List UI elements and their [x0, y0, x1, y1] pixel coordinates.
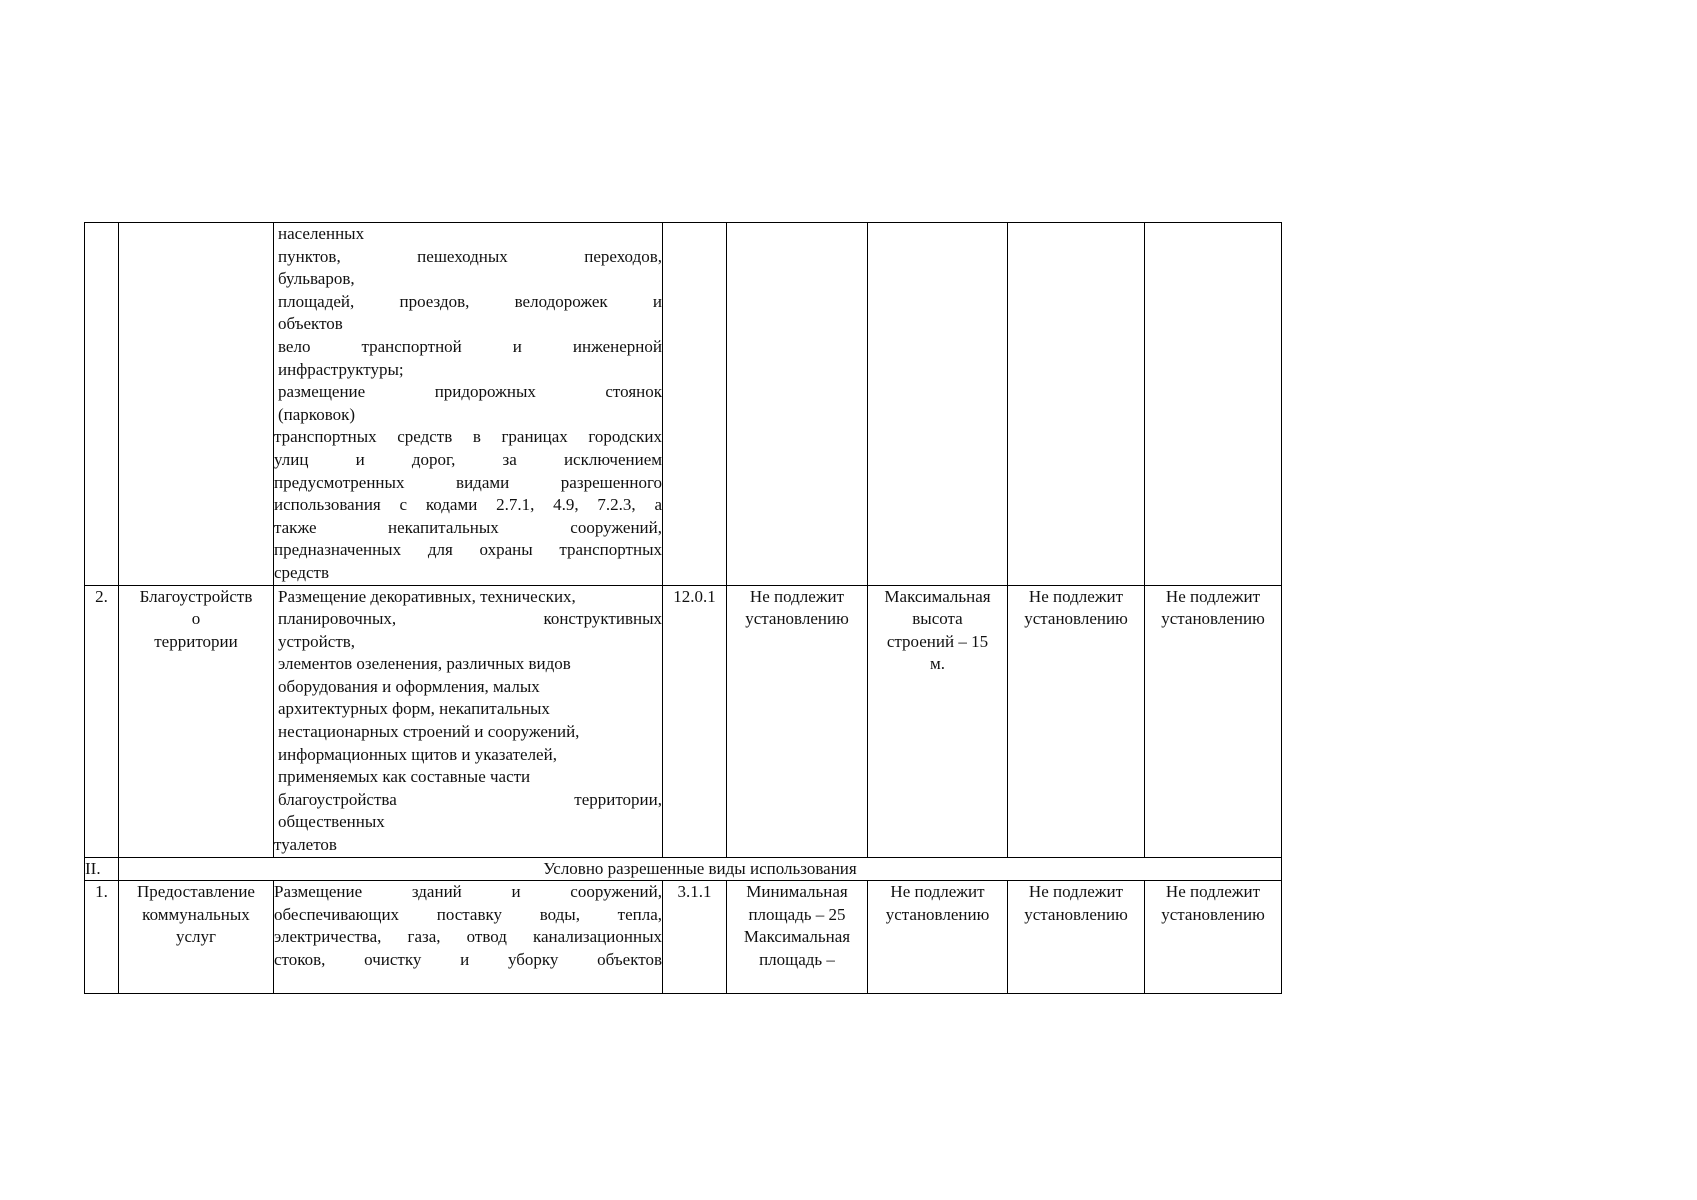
description-line: устройств, — [278, 631, 356, 651]
description-line: средств — [274, 562, 330, 582]
param-line: установлению — [885, 904, 990, 924]
param-line: установлению — [1161, 904, 1265, 924]
description-line: улиц и дорог, за исключением — [274, 449, 662, 469]
description-line: нестационарных строений и сооружений, — [278, 722, 580, 742]
param-line: площадь – 25 — [748, 904, 846, 924]
description-line: также некапитальных сооружений, — [274, 517, 662, 537]
description-line: Размещение зданий и сооружений, — [274, 882, 662, 902]
cell-name — [119, 223, 274, 586]
description-line: информационных щитов и указателей, — [278, 744, 557, 764]
cell-code — [663, 881, 727, 994]
use-name-line: услуг — [175, 927, 216, 947]
cell-description — [274, 223, 663, 586]
use-name-line: о — [191, 609, 201, 629]
param-line: Не подлежит — [1165, 882, 1261, 902]
param-line: Не подлежит — [1165, 586, 1261, 606]
cell-param-4 — [1145, 223, 1282, 586]
use-name-line: Предоставление — [137, 882, 255, 902]
cell-param-1 — [727, 881, 868, 994]
use-name-line: территории — [154, 631, 238, 651]
cell-name — [119, 881, 274, 994]
cell-name — [119, 585, 274, 857]
table-row-utilities — [85, 881, 1282, 994]
cell-description — [274, 585, 663, 857]
description-line: общественных — [278, 812, 385, 832]
param-line: установлению — [1161, 609, 1265, 629]
description-text — [274, 586, 662, 857]
description-line: пунктов, пешеходных переходов, — [278, 246, 662, 266]
table-section-header — [85, 857, 1282, 881]
description-line: элементов озеленения, различных видов — [278, 654, 571, 674]
table-row-continuation — [85, 223, 1282, 586]
cell-param-3 — [1008, 881, 1145, 994]
param-line: установлению — [745, 609, 849, 629]
description-line: размещение придорожных стоянок — [278, 382, 662, 402]
description-line: бульваров, — [278, 269, 355, 289]
cell-param-3 — [1008, 223, 1145, 586]
section-title: Условно разрешенные виды использования — [543, 858, 857, 878]
use-name-line: Благоустройств — [139, 586, 253, 606]
cell-num — [85, 881, 119, 994]
cell-param-2 — [868, 585, 1008, 857]
description-line: предусмотренных видами разрешенного — [274, 472, 662, 492]
param-line: м. — [929, 654, 945, 674]
cell-param-3 — [1008, 585, 1145, 857]
section-title-cell — [119, 857, 1282, 881]
param-line: Минимальная — [746, 882, 848, 902]
param-line: установлению — [1024, 904, 1128, 924]
param-line: Не подлежит — [1028, 882, 1124, 902]
param-line: Максимальная — [743, 927, 851, 947]
cell-param-4 — [1145, 585, 1282, 857]
description-line: Размещение декоративных, технических, — [278, 586, 576, 606]
param-line: Не подлежит — [749, 586, 845, 606]
description-line: применяемых как составные части — [278, 767, 531, 787]
section-number-cell — [85, 857, 119, 881]
description-line: архитектурных форм, некапитальных — [278, 699, 550, 719]
param-line: Не подлежит — [890, 882, 985, 902]
description-line: инфраструктуры; — [278, 359, 404, 379]
description-line: стоков, очистку и уборку объектов — [274, 950, 662, 969]
cell-param-2 — [868, 223, 1008, 586]
cell-code — [663, 223, 727, 586]
cell-num — [85, 585, 119, 857]
zoning-regulations-table — [84, 222, 1282, 994]
description-line: благоустройства территории, — [278, 789, 662, 809]
description-line: оборудования и оформления, малых — [278, 676, 540, 696]
description-line: туалетов — [274, 835, 337, 855]
description-text — [274, 223, 662, 585]
param-line: строений – 15 — [886, 631, 989, 651]
description-line: использования с кодами 2.7.1, 4.9, 7.2.3, а — [274, 495, 662, 515]
param-line: установлению — [1024, 609, 1128, 629]
description-line: обеспечивающих поставку воды, тепла, — [274, 904, 662, 924]
use-name-line: коммунальных — [142, 904, 250, 924]
description-line: (парковок) — [278, 404, 356, 424]
cell-param-1 — [727, 223, 868, 586]
description-line: предназначенных для охраны транспортных — [274, 540, 662, 560]
table-row-landscaping — [85, 585, 1282, 857]
description-line: транспортных средств в границах городских — [274, 427, 662, 447]
use-code: 12.0.1 — [673, 586, 716, 606]
cell-param-2 — [868, 881, 1008, 994]
description-text — [274, 881, 662, 971]
param-line: площадь – — [759, 950, 835, 969]
cell-code — [663, 585, 727, 857]
row-number: 2. — [95, 586, 108, 606]
row-number: 1. — [95, 882, 108, 902]
use-code: 3.1.1 — [677, 882, 712, 902]
cell-description — [274, 881, 663, 994]
description-line: населенных — [278, 224, 365, 243]
param-line: высота — [912, 609, 963, 629]
cell-num — [85, 223, 119, 586]
cell-param-4 — [1145, 881, 1282, 994]
description-line: площадей, проездов, велодорожек и — [278, 291, 662, 311]
section-number: II. — [85, 858, 101, 878]
cell-param-1 — [727, 585, 868, 857]
description-line: объектов — [278, 314, 343, 334]
description-line: планировочных, конструктивных — [278, 609, 662, 629]
description-line: вело транспортной и инженерной — [278, 336, 662, 356]
description-line: электричества, газа, отвод канализационных — [274, 927, 662, 947]
param-line: Не подлежит — [1028, 586, 1124, 606]
param-line: Максимальная — [884, 586, 991, 606]
